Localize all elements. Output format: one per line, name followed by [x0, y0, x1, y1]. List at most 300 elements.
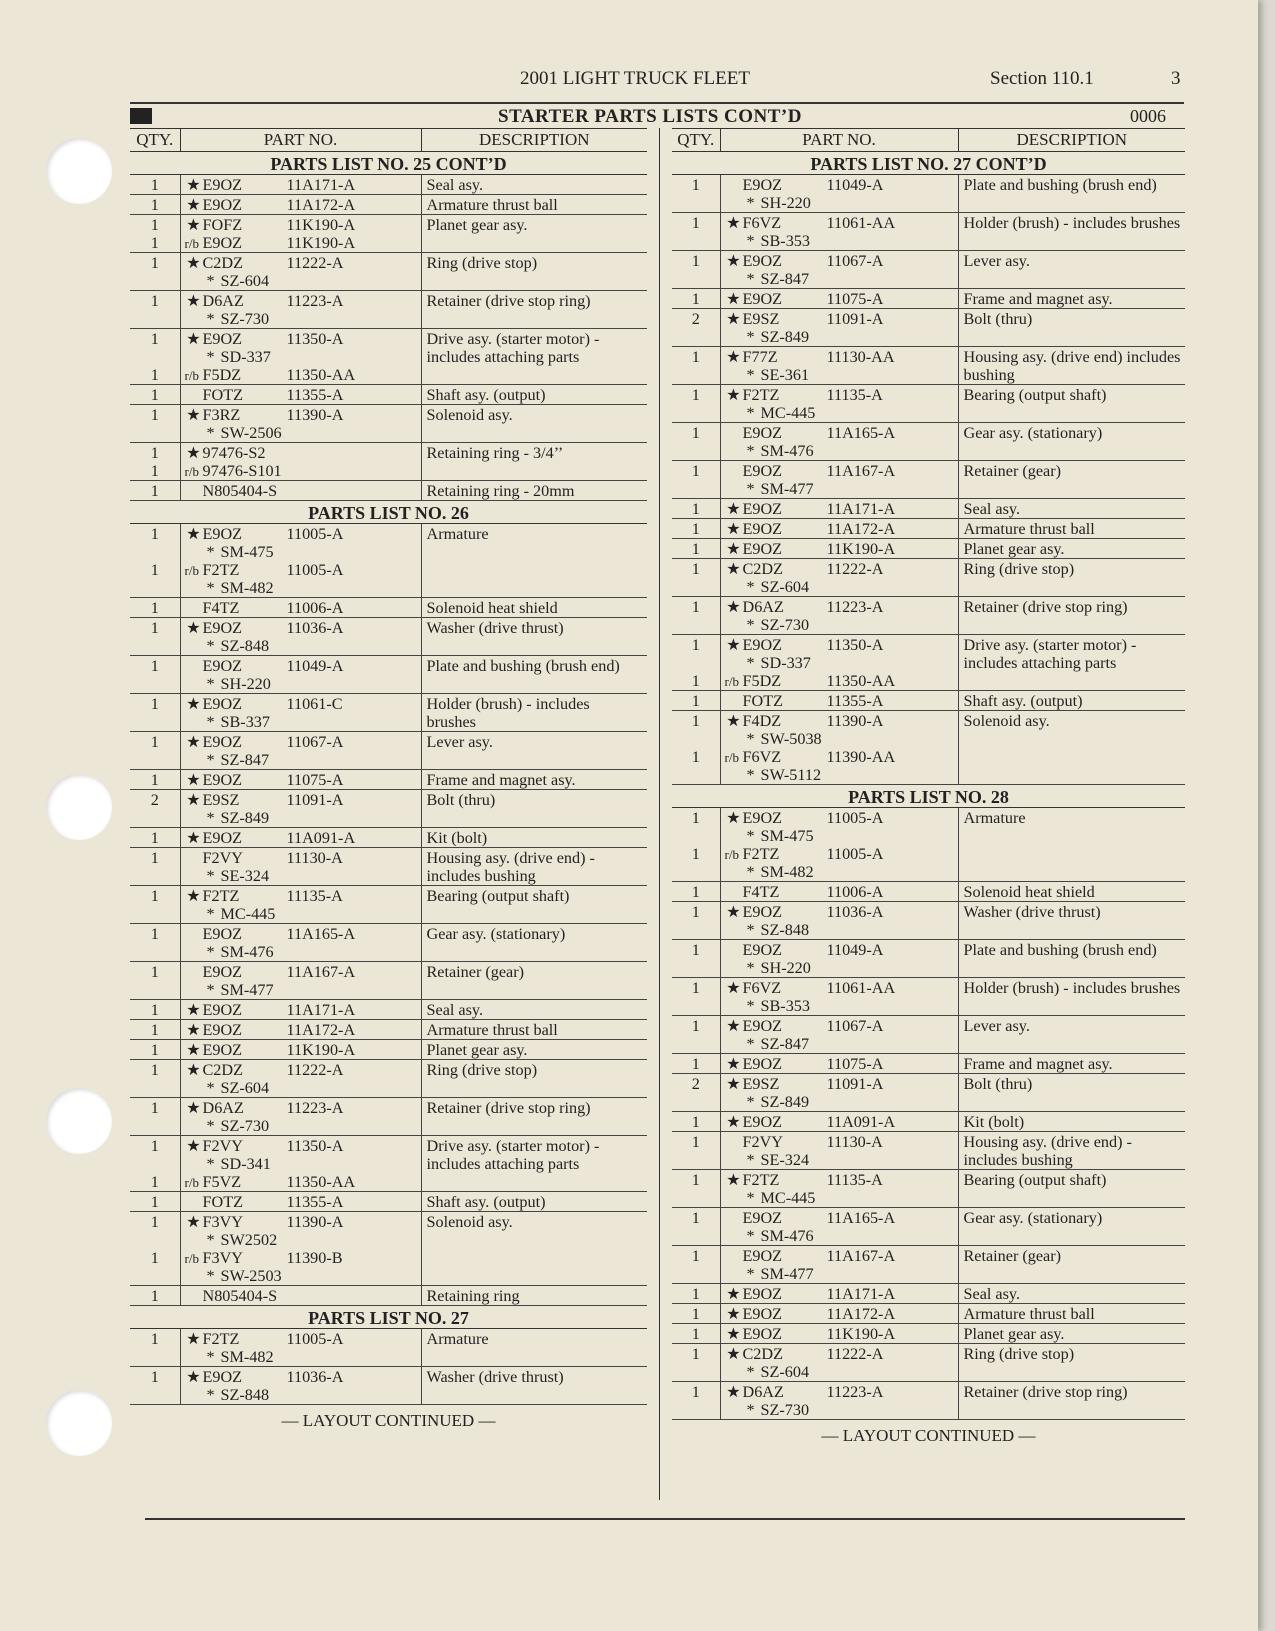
part-line	[185, 925, 417, 943]
part-line	[725, 636, 954, 654]
part-line	[725, 194, 954, 212]
star-icon: ★	[726, 386, 741, 404]
part-prefix: E9OZ	[742, 290, 783, 308]
table-row	[672, 461, 1185, 499]
part-base: 11061-C	[286, 695, 343, 713]
part-prefix: E9OZ	[202, 234, 243, 252]
qty-value: 1	[691, 883, 700, 901]
star-icon: ★	[726, 500, 741, 518]
qty-value: 1	[691, 712, 700, 730]
qty-cell	[672, 940, 720, 978]
description-cell: Armature thrust ball	[958, 519, 1185, 539]
part-base: 11350-A	[286, 1137, 344, 1155]
part-cell	[720, 385, 958, 423]
table-row	[130, 598, 647, 618]
supersede-number: SM-476	[760, 1227, 814, 1245]
layout-continued: — LAYOUT CONTINUED —	[281, 1411, 496, 1430]
part-line	[725, 1151, 954, 1169]
qty-header: QTY.	[130, 129, 180, 152]
part-line	[185, 525, 417, 543]
part-line	[185, 619, 417, 637]
part-line	[185, 963, 417, 981]
part-line	[185, 196, 417, 214]
table-row	[130, 405, 647, 443]
part-base: 11075-A	[286, 771, 344, 789]
part-cell	[720, 940, 958, 978]
table-row	[672, 1246, 1185, 1284]
part-line	[725, 404, 954, 422]
description-cell: Retainer (drive stop ring)	[958, 597, 1185, 635]
description-cell: Holder (brush) - includes brushes	[421, 694, 647, 732]
part-base: 11005-A	[286, 1330, 344, 1348]
part-cell	[720, 635, 958, 691]
part-prefix: F3VY	[202, 1213, 243, 1231]
part-prefix: N805404-S	[202, 482, 278, 500]
table-row	[130, 1136, 647, 1192]
asterisk-icon: *	[746, 1227, 755, 1245]
part-cell	[180, 329, 421, 385]
part-prefix: F5DZ	[742, 672, 782, 690]
part-line	[725, 270, 954, 288]
part-line	[185, 216, 417, 234]
part-prefix: F4TZ	[742, 883, 780, 901]
qty-value: 1	[691, 1209, 700, 1227]
qty-value: 1	[150, 216, 159, 234]
qty-value: 1	[150, 1173, 159, 1191]
part-base: 11390-A	[826, 712, 884, 730]
table-row	[672, 1132, 1185, 1170]
table-row	[672, 1016, 1185, 1054]
supersede-number: SD-337	[760, 654, 811, 672]
part-base: 11A165-A	[286, 925, 356, 943]
part-base: 11A171-A	[826, 500, 896, 518]
qty-value: 1	[691, 845, 700, 863]
supersede-number: SM-477	[760, 1265, 814, 1283]
part-line	[185, 733, 417, 751]
table-row	[672, 1054, 1185, 1074]
part-cell	[720, 808, 958, 882]
qty-cell	[130, 770, 180, 790]
part-line	[725, 1265, 954, 1283]
qty-cell	[672, 385, 720, 423]
part-prefix: FOTZ	[202, 386, 243, 404]
part-cell	[720, 539, 958, 559]
qty-cell	[672, 711, 720, 785]
asterisk-icon: *	[746, 442, 755, 460]
part-line	[725, 1325, 954, 1343]
star-icon: ★	[186, 1061, 201, 1079]
part-cell	[720, 1304, 958, 1324]
part-line	[185, 771, 417, 789]
qty-value: 1	[150, 599, 159, 617]
replaced-by-marker: r/b	[724, 750, 739, 765]
part-cell	[720, 1284, 958, 1304]
star-icon: ★	[186, 1330, 201, 1348]
supersede-number: SB-353	[760, 997, 810, 1015]
star-icon: ★	[186, 525, 201, 543]
description-cell: Seal asy.	[421, 1000, 647, 1020]
part-base: 11A091-A	[826, 1113, 896, 1131]
part-line	[725, 997, 954, 1015]
part-line	[725, 366, 954, 384]
qty-value: 1	[691, 348, 700, 366]
star-icon: ★	[186, 733, 201, 751]
description-cell: Washer (drive thrust)	[421, 1367, 647, 1405]
part-prefix: F6VZ	[742, 748, 782, 766]
qty-value: 1	[691, 1325, 700, 1343]
part-cell	[180, 385, 421, 405]
description-cell: Seal asy.	[958, 499, 1185, 519]
qty-value: 1	[150, 1193, 159, 1211]
qty-cell	[672, 213, 720, 251]
description-cell: Shaft asy. (output)	[421, 1192, 647, 1212]
part-prefix: E9OZ	[742, 1017, 783, 1035]
description-cell: Housing asy. (drive end) - includes bushing	[421, 848, 647, 886]
parts-list-title: PARTS LIST NO. 27	[130, 1306, 647, 1329]
supersede-number: SE-324	[760, 1151, 810, 1169]
asterisk-icon: *	[746, 1363, 755, 1381]
part-prefix: E9OZ	[742, 1285, 783, 1303]
part-line	[725, 1247, 954, 1265]
qty-value: 1	[691, 1247, 700, 1265]
part-line	[185, 406, 417, 424]
qty-cell	[672, 882, 720, 902]
part-prefix: F3VY	[202, 1249, 243, 1267]
supersede-number: SZ-604	[220, 272, 270, 290]
part-base: 11130-A	[826, 1133, 883, 1151]
part-line	[185, 254, 417, 272]
qty-cell	[672, 1324, 720, 1344]
table-row	[130, 1329, 647, 1367]
description-cell: Drive asy. (starter motor) - includes attaching parts	[958, 635, 1185, 691]
description-cell: Retainer (drive stop ring)	[421, 291, 647, 329]
description-cell: Lever asy.	[958, 1016, 1185, 1054]
qty-cell	[672, 1246, 720, 1284]
star-icon: ★	[726, 1305, 741, 1323]
description-cell: Frame and magnet asy.	[421, 770, 647, 790]
qty-value: 1	[150, 406, 159, 424]
part-cell	[720, 882, 958, 902]
table-row	[672, 385, 1185, 423]
part-line	[185, 943, 417, 961]
part-base: 11223-A	[286, 1099, 344, 1117]
table-row	[130, 886, 647, 924]
part-cell	[720, 309, 958, 347]
part-cell	[720, 978, 958, 1016]
part-line	[185, 1231, 417, 1249]
table-row	[672, 1112, 1185, 1132]
qty-cell	[672, 1016, 720, 1054]
qty-cell	[130, 732, 180, 770]
asterisk-icon: *	[206, 1155, 215, 1173]
qty-value: 1	[691, 1171, 700, 1189]
supersede-number: SZ-604	[760, 578, 810, 596]
qty-cell	[130, 291, 180, 329]
part-cell	[720, 1324, 958, 1344]
table-row	[672, 1208, 1185, 1246]
part-line	[185, 1137, 417, 1155]
part-base: 11075-A	[826, 290, 884, 308]
description-cell: Housing asy. (drive end) includes bushing	[958, 347, 1185, 385]
supersede-number: SZ-849	[220, 809, 270, 827]
part-line	[185, 809, 417, 827]
star-icon: ★	[726, 1383, 741, 1401]
part-cell	[180, 1020, 421, 1040]
part-prefix: E9OZ	[202, 963, 243, 981]
part-prefix: E9OZ	[742, 424, 783, 442]
part-prefix: E9OZ	[202, 925, 243, 943]
part-prefix: F2VY	[742, 1133, 783, 1151]
star-icon: ★	[186, 619, 201, 637]
qty-cell	[672, 1208, 720, 1246]
table-row	[672, 711, 1185, 785]
part-cell	[180, 598, 421, 618]
supersede-number: SM-477	[220, 981, 274, 999]
part-cell	[180, 1329, 421, 1367]
part-prefix: E9OZ	[202, 196, 243, 214]
asterisk-icon: *	[746, 1401, 755, 1419]
part-prefix: E9OZ	[202, 1368, 243, 1386]
asterisk-icon: *	[746, 328, 755, 346]
part-line	[725, 462, 954, 480]
part-base: 11135-A	[826, 1171, 883, 1189]
table-row	[672, 635, 1185, 691]
qty-value: 1	[150, 657, 159, 675]
star-icon: ★	[186, 1137, 201, 1155]
star-icon: ★	[726, 809, 741, 827]
table-row	[130, 694, 647, 732]
star-icon: ★	[726, 979, 741, 997]
supersede-number: SW-5112	[760, 766, 822, 784]
qty-cell	[130, 1286, 180, 1306]
qty-value: 1	[150, 196, 159, 214]
part-base: 11390-AA	[826, 748, 896, 766]
description-cell: Planet gear asy.	[958, 1324, 1185, 1344]
qty-value: 1	[150, 1330, 159, 1348]
part-line	[725, 520, 954, 538]
part-line	[185, 791, 417, 809]
supersede-number: SZ-848	[760, 921, 810, 939]
part-line	[185, 1155, 417, 1173]
part-base: 11A172-A	[826, 520, 896, 538]
part-prefix: F4TZ	[202, 599, 240, 617]
qty-value: 2	[691, 310, 700, 328]
page-number: 3	[1171, 68, 1181, 89]
table-row	[672, 978, 1185, 1016]
part-line	[185, 579, 417, 597]
part-line	[725, 1227, 954, 1245]
part-base: 11005-A	[826, 845, 884, 863]
part-prefix: F6VZ	[742, 979, 782, 997]
qty-value	[676, 730, 716, 748]
star-icon: ★	[186, 444, 201, 462]
part-cell	[720, 213, 958, 251]
supersede-number: SZ-849	[760, 328, 810, 346]
part-prefix: E9OZ	[742, 540, 783, 558]
part-cell	[180, 656, 421, 694]
part-header: PART NO.	[180, 129, 421, 152]
table-row	[130, 443, 647, 481]
part-cell	[180, 175, 421, 195]
part-cell	[720, 902, 958, 940]
part-prefix: F2TZ	[202, 1330, 240, 1348]
part-base: 11A165-A	[826, 1209, 896, 1227]
description-cell: Planet gear asy.	[421, 1040, 647, 1060]
supersede-number: SM-482	[220, 579, 274, 597]
supersede-number: SE-361	[760, 366, 810, 384]
qty-value: 1	[150, 771, 159, 789]
part-line	[725, 883, 954, 901]
part-line	[725, 845, 954, 863]
part-line	[725, 1133, 954, 1151]
part-prefix: F3RZ	[202, 406, 241, 424]
qty-cell	[130, 656, 180, 694]
qty-value: 1	[691, 386, 700, 404]
asterisk-icon: *	[746, 578, 755, 596]
supersede-number: SM-475	[760, 827, 814, 845]
qty-cell	[672, 597, 720, 635]
part-base: 11355-A	[286, 386, 344, 404]
part-base: 11223-A	[826, 1383, 884, 1401]
part-prefix: F5DZ	[202, 366, 242, 384]
part-base: 11A172-A	[286, 1021, 356, 1039]
asterisk-icon: *	[206, 1386, 215, 1404]
qty-cell	[130, 1136, 180, 1192]
part-prefix: E9OZ	[742, 1325, 783, 1343]
part-line	[725, 500, 954, 518]
part-base: 11A167-A	[826, 1247, 896, 1265]
qty-cell	[130, 1212, 180, 1286]
table-row	[130, 618, 647, 656]
supersede-number: SM-482	[220, 1348, 274, 1366]
star-icon: ★	[726, 540, 741, 558]
asterisk-icon: *	[206, 809, 215, 827]
qty-value: 1	[691, 1383, 700, 1401]
description-cell: Armature	[421, 1329, 647, 1367]
part-line	[185, 1330, 417, 1348]
qty-value: 1	[150, 176, 159, 194]
supersede-number: SM-476	[760, 442, 814, 460]
qty-value: 1	[691, 941, 700, 959]
part-cell	[180, 886, 421, 924]
banner-title: STARTER PARTS LISTS CONT’D	[498, 106, 802, 127]
table-row	[672, 902, 1185, 940]
part-cell	[180, 1098, 421, 1136]
part-prefix: FOTZ	[202, 1193, 243, 1211]
parts-list-heading	[672, 152, 1185, 175]
part-line	[185, 1348, 417, 1366]
star-icon: ★	[726, 1075, 741, 1093]
description-cell: Gear asy. (stationary)	[958, 423, 1185, 461]
part-line	[725, 654, 954, 672]
qty-value: 1	[691, 1345, 700, 1363]
part-cell	[180, 924, 421, 962]
part-prefix: E9OZ	[202, 1001, 243, 1019]
qty-value	[134, 348, 176, 366]
replaced-by-marker: r/b	[184, 464, 199, 479]
qty-cell	[672, 808, 720, 882]
description-cell: Shaft asy. (output)	[421, 385, 647, 405]
part-line	[725, 692, 954, 710]
supersede-number: SM-482	[760, 863, 814, 881]
qty-cell	[672, 309, 720, 347]
qty-cell	[672, 1304, 720, 1324]
star-icon: ★	[726, 1171, 741, 1189]
part-cell	[180, 1192, 421, 1212]
qty-cell	[672, 1112, 720, 1132]
asterisk-icon: *	[206, 348, 215, 366]
qty-cell	[130, 215, 180, 253]
part-cell	[720, 289, 958, 309]
part-prefix: C2DZ	[742, 1345, 783, 1363]
replaced-by-marker: r/b	[184, 1175, 199, 1190]
part-line	[185, 675, 417, 693]
star-icon: ★	[726, 712, 741, 730]
supersede-number: SZ-604	[220, 1079, 270, 1097]
asterisk-icon: *	[206, 751, 215, 769]
part-base: 11350-A	[826, 636, 884, 654]
parts-list-heading	[130, 152, 647, 175]
part-line	[185, 905, 417, 923]
part-cell	[180, 481, 421, 501]
part-line	[185, 981, 417, 999]
black-marker	[130, 108, 152, 124]
part-line	[185, 176, 417, 194]
table-row	[130, 1192, 647, 1212]
part-line	[725, 1075, 954, 1093]
table-row	[130, 1286, 647, 1306]
table-row	[130, 1098, 647, 1136]
part-cell	[720, 461, 958, 499]
part-line	[185, 1267, 417, 1285]
table-row	[672, 1074, 1185, 1112]
part-line	[185, 1001, 417, 1019]
qty-value: 1	[691, 520, 700, 538]
asterisk-icon: *	[746, 921, 755, 939]
qty-value: 1	[150, 254, 159, 272]
supersede-number: SZ-730	[760, 1401, 810, 1419]
description-cell: Ring (drive stop)	[421, 253, 647, 291]
qty-cell	[672, 519, 720, 539]
table-row	[672, 175, 1185, 213]
table-row	[130, 924, 647, 962]
asterisk-icon: *	[746, 997, 755, 1015]
part-cell	[180, 291, 421, 329]
part-base: 11K190-A	[286, 216, 356, 234]
part-prefix: E9OZ	[742, 1247, 783, 1265]
part-prefix: E9OZ	[202, 176, 243, 194]
part-base: 11390-B	[286, 1249, 343, 1267]
part-base: 11130-AA	[826, 348, 895, 366]
description-cell: Frame and magnet asy.	[958, 289, 1185, 309]
part-base: 11K190-A	[826, 1325, 896, 1343]
part-line	[725, 1055, 954, 1073]
description-cell: Armature thrust ball	[958, 1304, 1185, 1324]
supersede-number: SE-324	[220, 867, 270, 885]
part-base: 11355-A	[286, 1193, 344, 1211]
qty-cell	[130, 481, 180, 501]
qty-value: 1	[150, 887, 159, 905]
qty-cell	[672, 559, 720, 597]
part-prefix: F4DZ	[742, 712, 782, 730]
table-row	[130, 175, 647, 195]
asterisk-icon: *	[746, 959, 755, 977]
description-cell: Armature thrust ball	[421, 195, 647, 215]
qty-cell	[130, 1098, 180, 1136]
part-base: 11222-A	[286, 1061, 344, 1079]
qty-value: 1	[150, 695, 159, 713]
part-line	[185, 1287, 417, 1305]
